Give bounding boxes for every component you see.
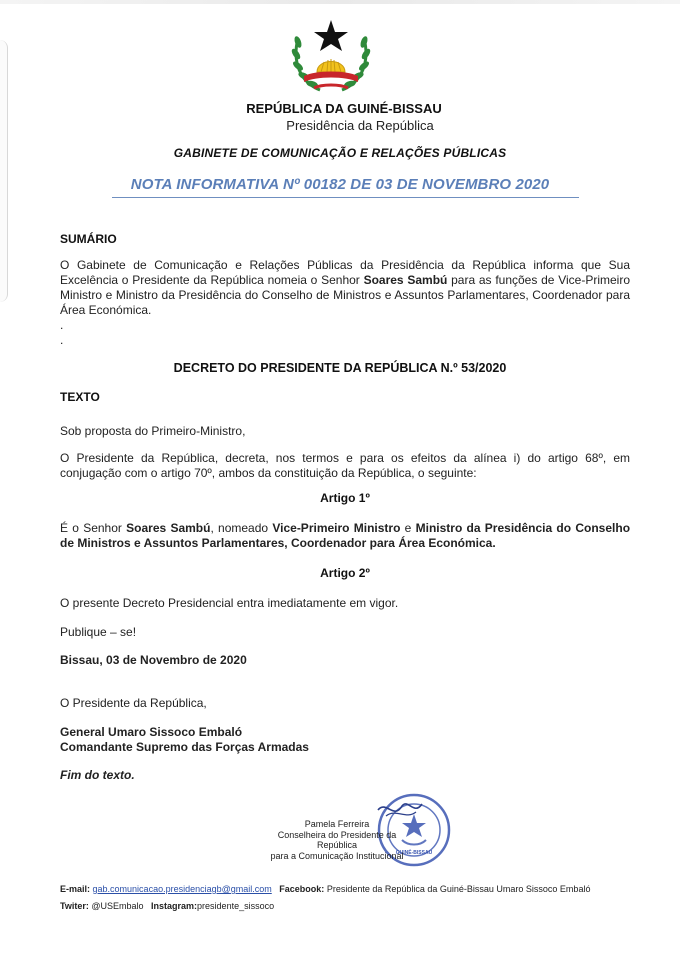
summary-paragraph — [60, 258, 630, 318]
article-2-title: Artigo 2º — [320, 566, 370, 580]
email-label: E-mail: — [60, 884, 91, 894]
signature-role-1: Conselheira do Presidente da República — [277, 829, 397, 850]
dot-2: . — [60, 333, 64, 347]
presidency-subtitle: Presidência da República — [286, 118, 434, 133]
article-2-text: O presente Decreto Presidencial entra imediatamente em vigor. — [60, 596, 399, 610]
summary-text-1: O Gabinete de Comunicação e Relações Públicas da Presidência da República informa que Sua Excelência o Presidente da República nomeia o Senhor — [60, 258, 630, 287]
president-name: General Umaro Sissoco Embaló — [60, 725, 243, 739]
email-link[interactable]: gab.comunicacao.presidenciagb@gmail.com — [92, 884, 272, 894]
end-of-text: Fim do texto. — [60, 768, 135, 782]
article-1-t2: , nomeado — [210, 521, 273, 535]
laurel-left-icon — [290, 35, 320, 90]
twitter-value: @USEmbalo — [91, 901, 144, 911]
preamble-paragraph: O Presidente da República, decreta, nos termos e para os efeitos da alínea i) do artigo 68º, em conjugação com o artigo 70º, ambos da constituição da República, o seguinte: — [60, 451, 630, 480]
black-star-icon — [314, 20, 348, 51]
office-title: GABINETE DE COMUNICAÇÃO E RELAÇÕES PÚBLICAS — [173, 146, 507, 160]
note-title: NOTA INFORMATIVA Nº 00182 DE 03 DE NOVEMBRO 2020 — [130, 176, 550, 193]
dot-1: . — [60, 318, 64, 332]
summary-name: Soares Sambú — [363, 273, 448, 287]
coat-of-arms-emblem — [286, 16, 376, 100]
article-1-title: Artigo 1º — [320, 491, 370, 505]
signature-block — [262, 819, 412, 861]
president-title: Comandante Supremo das Forças Armadas — [60, 740, 309, 754]
facebook-label: Facebook: — [279, 884, 325, 894]
article-1-role2: Ministro da Presidência do Conselho de Ministros e Assuntos Parlamentares, Coordenador para Área Económica. — [60, 521, 631, 550]
signatory-intro: O Presidente da República, — [60, 696, 207, 710]
footer-line-1 — [60, 884, 590, 894]
top-border — [0, 0, 680, 4]
proposal-line: Sob proposta do Primeiro-Ministro, — [60, 424, 246, 438]
twitter-label: Twiter: — [60, 901, 89, 911]
text-heading: TEXTO — [60, 390, 100, 404]
ribbon-icon — [304, 72, 358, 83]
summary-text-2: para as funções de Vice-Primeiro Ministro e Ministro da Presidência do Conselho de Ministros e Assuntos Parlamentares, Coordenador para Área Económica. — [60, 273, 630, 317]
decree-title: DECRETO DO PRESIDENTE DA REPÚBLICA N.º 53/2020 — [173, 361, 507, 375]
article-1-text — [60, 521, 630, 551]
article-1-role1: Vice-Primeiro Ministro — [272, 521, 401, 535]
article-1-t3: e — [400, 521, 416, 535]
title-underline — [112, 197, 579, 198]
facebook-value: Presidente da República da Guiné-Bissau Umaro Sissoco Embaló — [326, 884, 591, 894]
laurel-right-icon — [342, 35, 372, 90]
republic-title: REPÚBLICA DA GUINÉ-BISSAU — [246, 101, 442, 116]
place-date: Bissau, 03 de Novembro de 2020 — [60, 653, 247, 667]
signature-role-2: para a Comunicação Institucional — [270, 850, 404, 861]
footer-line-2 — [60, 901, 274, 911]
article-1-t1: É o Senhor — [60, 521, 127, 535]
instagram-value: presidente_sissoco — [197, 901, 275, 911]
article-1-name: Soares Sambú — [126, 521, 211, 535]
instagram-label: Instagram: — [151, 901, 198, 911]
signature-name: Pamela Ferreira — [304, 819, 370, 829]
left-edge-fold — [0, 40, 8, 302]
summary-heading: SUMÁRIO — [60, 232, 117, 246]
publish-line: Publique – se! — [60, 625, 137, 639]
stamp-text: GUINÉ-BISSAU — [395, 850, 433, 856]
